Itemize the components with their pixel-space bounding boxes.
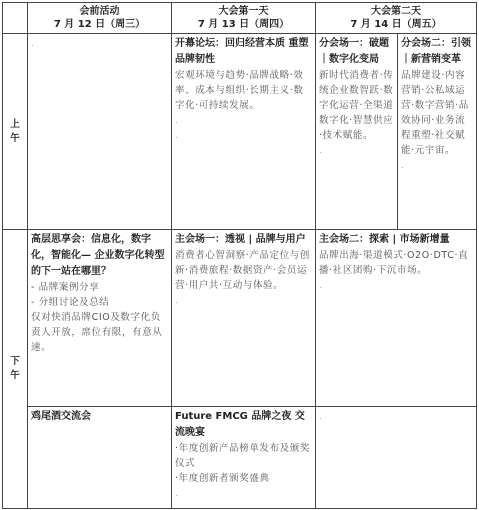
- header-day-jul12-date: 7 月 12 日（周三）: [53, 19, 146, 30]
- evening-row: [3, 407, 477, 509]
- session-title-executive-forum: 高层思享会：信息化，数字化，智能化— 企业数字化转型的下一站在哪里？: [31, 234, 165, 277]
- schedule-table: [2, 2, 477, 509]
- session-title-main-hall-2: 主会场二：探索 | 市场新增量: [319, 234, 450, 245]
- session-title-gala-dinner: Future FMCG 品牌之夜 交流晚宴: [175, 411, 305, 438]
- session-desc-branch-2: 品牌建设·内容营销·公私域运营·数字营销·品效协同·业务流程重塑·社交赋能·元宇宙。: [401, 70, 469, 156]
- header-day-jul13-title: 大会第一天: [218, 6, 269, 17]
- header-day-jul12: [28, 3, 172, 34]
- session-item-innovator-award: ·年度创新者颁奖盛典: [175, 473, 270, 484]
- row-label-afternoon-text: 下午: [10, 356, 20, 381]
- paragraph-mark: .: [31, 39, 34, 48]
- header-day-jul14-date: 7 月 14 日（周五）: [350, 19, 442, 30]
- cell-am-jul12: [28, 34, 172, 230]
- paragraph-mark: .: [401, 161, 404, 170]
- cell-pm-jul14: [316, 230, 477, 407]
- header-day-jul13: [172, 3, 316, 34]
- morning-row: [3, 34, 477, 230]
- session-desc-opening-forum: 宏观环境与趋势·品牌战略·效率、成本与组织·长期主义·数字化·可持续发展。: [175, 70, 304, 111]
- cell-pm-jul13: [172, 230, 316, 407]
- header-day-jul14-title: 大会第二天: [371, 6, 421, 17]
- cell-am-jul14-a: [316, 34, 398, 230]
- row-label-morning-text: 上午: [10, 118, 20, 144]
- cell-eve-jul13: [172, 407, 316, 509]
- header-row: [3, 3, 477, 34]
- cell-eve-jul12: [28, 407, 172, 509]
- session-title-opening-forum: 开幕论坛：回归经营本质 重塑品牌韧性: [175, 38, 309, 65]
- paragraph-mark: .: [319, 146, 322, 155]
- session-title-cocktail: 鸡尾酒交流会: [31, 411, 91, 422]
- session-title-main-hall-1: 主会场一：透视 | 品牌与用户: [175, 234, 306, 245]
- cell-pm-jul12: [28, 230, 172, 407]
- row-label-afternoon: [3, 230, 28, 509]
- paragraph-mark: .: [319, 281, 322, 290]
- session-desc-main-hall-1: 消费者心智洞察·产品定位与创新·消费旅程·数据资产·会员运营·用户共·互动与体验。: [175, 250, 310, 291]
- paragraph-mark: .: [175, 116, 178, 125]
- paragraph-mark: .: [319, 412, 322, 421]
- header-day-jul14: [316, 3, 477, 34]
- cell-eve-jul14: [316, 407, 477, 509]
- cell-am-jul14-b: [398, 34, 477, 230]
- session-note-executive-forum: 仅对快消品牌CIO及数字化负责人开放，席位有限，有意从速。: [31, 312, 163, 353]
- session-item-award-ceremony: ·年度创新产品榜单发布及颁奖仪式: [175, 443, 310, 469]
- paragraph-mark: .: [175, 131, 178, 140]
- corner-cell: [3, 3, 28, 34]
- session-item-group-discussion: - 分组讨论及总结: [31, 297, 110, 308]
- session-desc-main-hall-2: 品牌出海·渠道模式·O2O·DTC·直播·社区团购·下沉市场。: [319, 250, 469, 276]
- header-day-jul12-title: 会前活动: [79, 6, 120, 17]
- cell-am-jul13: [172, 34, 316, 230]
- session-title-branch-1: 分会场一：破题｜数字化变局: [319, 38, 389, 65]
- session-item-case-sharing: - 品牌案例分享: [31, 282, 100, 293]
- session-desc-branch-1: 新时代消费者·传统企业数智跃·数字化运营·全渠道数字化·智慧供应·技术赋能。: [319, 70, 394, 141]
- afternoon-row: [3, 230, 477, 407]
- header-day-jul13-date: 7 月 13 日（周四）: [197, 19, 290, 30]
- session-title-branch-2: 分会场二：引领｜新营销变革: [401, 38, 471, 65]
- paragraph-mark: .: [175, 296, 178, 305]
- paragraph-mark: .: [175, 489, 178, 498]
- row-label-morning: [3, 34, 28, 230]
